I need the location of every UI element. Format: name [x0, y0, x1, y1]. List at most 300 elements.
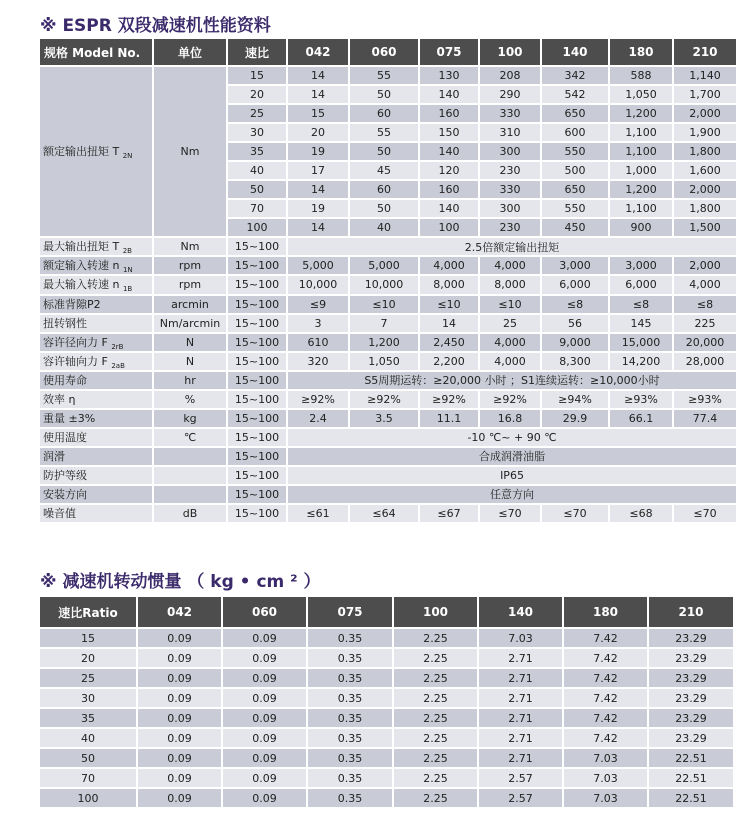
value-cell: 7.03	[564, 789, 647, 807]
row-label-text: 润滑	[43, 450, 65, 464]
table-row	[40, 334, 736, 351]
value-cell: 7.42	[564, 689, 647, 707]
value-cell: 0.35	[308, 709, 392, 727]
value-cell: ≥94%	[542, 391, 608, 408]
column-header: 速比	[228, 39, 286, 65]
column-header: 042	[138, 597, 221, 627]
value-cell: 7.42	[564, 629, 647, 647]
value-cell: 17	[288, 162, 348, 179]
value-cell: 1,200	[610, 181, 672, 198]
value-cell: 50	[350, 143, 418, 160]
value-cell: 15	[288, 105, 348, 122]
table-row	[40, 789, 733, 807]
value-cell: 14	[420, 315, 478, 332]
spanned-value-cell: 2.5倍额定输出扭矩	[288, 238, 736, 255]
value-cell: 23.29	[649, 669, 733, 687]
value-cell: 2.71	[479, 749, 562, 767]
row-label	[40, 505, 152, 522]
value-cell: 60	[350, 105, 418, 122]
unit-cell: dB	[154, 505, 226, 522]
table-row	[40, 410, 736, 427]
table-row	[40, 467, 736, 484]
value-cell: 77.4	[674, 410, 736, 427]
ratio-cell: 70	[40, 769, 136, 787]
ratio-cell: 20	[40, 649, 136, 667]
value-cell: 3.5	[350, 410, 418, 427]
value-cell: 0.09	[223, 729, 306, 747]
column-header: 140	[479, 597, 562, 627]
value-cell: 0.09	[138, 669, 221, 687]
value-cell: 0.09	[223, 789, 306, 807]
unit-cell: Nm	[154, 238, 226, 255]
value-cell: ≤64	[350, 505, 418, 522]
value-cell: 140	[420, 143, 478, 160]
value-cell: ≤70	[480, 505, 540, 522]
value-cell: 140	[420, 86, 478, 103]
value-cell: 290	[480, 86, 540, 103]
row-label-text: 重量 ±3%	[43, 412, 96, 426]
table-row	[40, 629, 733, 647]
value-cell: 0.09	[138, 649, 221, 667]
value-cell: ≤9	[288, 296, 348, 313]
value-cell: 55	[350, 124, 418, 141]
unit-cell: hr	[154, 372, 226, 389]
table-row	[40, 238, 736, 255]
value-cell: 3,000	[542, 257, 608, 274]
value-cell: 28,000	[674, 353, 736, 370]
value-cell: 100	[420, 219, 478, 236]
value-cell: 20	[288, 124, 348, 141]
value-cell: 0.35	[308, 669, 392, 687]
ratio-cell: 15~100	[228, 315, 286, 332]
row-label	[40, 448, 152, 465]
table-row	[40, 505, 736, 522]
value-cell: 900	[610, 219, 672, 236]
value-cell: 23.29	[649, 709, 733, 727]
value-cell: ≤8	[674, 296, 736, 313]
column-header: 210	[649, 597, 733, 627]
value-cell: 2.71	[479, 729, 562, 747]
value-cell: 1,140	[674, 67, 736, 84]
value-cell: 1,050	[350, 353, 418, 370]
value-cell: 22.51	[649, 749, 733, 767]
ratio-cell: 100	[228, 219, 286, 236]
unit-cell: rpm	[154, 276, 226, 293]
value-cell: 0.09	[138, 689, 221, 707]
column-header: 单位	[154, 39, 226, 65]
table-row	[40, 769, 733, 787]
value-cell: 1,100	[610, 143, 672, 160]
value-cell: 14	[288, 181, 348, 198]
value-cell: 4,000	[480, 257, 540, 274]
value-cell: 2,450	[420, 334, 478, 351]
ratio-cell: 30	[228, 124, 286, 141]
value-cell: 14	[288, 86, 348, 103]
value-cell: 0.35	[308, 749, 392, 767]
table-header-row	[40, 39, 736, 65]
value-cell: ≤70	[674, 505, 736, 522]
ratio-cell: 15~100	[228, 296, 286, 313]
value-cell: ≥92%	[480, 391, 540, 408]
value-cell: 0.09	[223, 709, 306, 727]
value-cell: ≤68	[610, 505, 672, 522]
column-header: 180	[564, 597, 647, 627]
value-cell: 0.35	[308, 689, 392, 707]
row-label-subscript: 2rB	[111, 342, 124, 351]
value-cell: 1,100	[610, 124, 672, 141]
row-label	[40, 257, 152, 274]
value-cell: 0.09	[138, 709, 221, 727]
ratio-cell: 15~100	[228, 257, 286, 274]
value-cell: 0.35	[308, 729, 392, 747]
value-cell: 2,200	[420, 353, 478, 370]
value-cell: 5,000	[350, 257, 418, 274]
row-label	[40, 429, 152, 446]
table-row	[40, 372, 736, 389]
row-label	[40, 372, 152, 389]
table-row	[40, 429, 736, 446]
column-header: 060	[350, 39, 418, 65]
value-cell: 0.35	[308, 769, 392, 787]
unit-cell: arcmin	[154, 296, 226, 313]
table-row	[40, 276, 736, 293]
unit-cell: N	[154, 334, 226, 351]
value-cell: 2,000	[674, 257, 736, 274]
value-cell: 2.71	[479, 709, 562, 727]
row-label	[40, 486, 152, 503]
value-cell: 2.25	[394, 669, 477, 687]
value-cell: 4,000	[420, 257, 478, 274]
column-header: 042	[288, 39, 348, 65]
value-cell: 2.4	[288, 410, 348, 427]
value-cell: 2.25	[394, 749, 477, 767]
ratio-cell: 15~100	[228, 467, 286, 484]
value-cell: 650	[542, 105, 608, 122]
value-cell: 0.09	[138, 769, 221, 787]
value-cell: 2.71	[479, 649, 562, 667]
value-cell: 9,000	[542, 334, 608, 351]
ratio-cell: 15~100	[228, 410, 286, 427]
value-cell: 19	[288, 143, 348, 160]
value-cell: 230	[480, 162, 540, 179]
ratio-cell: 35	[40, 709, 136, 727]
value-cell: 7.42	[564, 649, 647, 667]
table-row	[40, 749, 733, 767]
value-cell: 542	[542, 86, 608, 103]
value-cell: ≤67	[420, 505, 478, 522]
unit-cell: Nm	[154, 67, 226, 236]
ratio-cell: 15~100	[228, 505, 286, 522]
value-cell: 7.42	[564, 729, 647, 747]
value-cell: 55	[350, 67, 418, 84]
value-cell: 0.09	[138, 729, 221, 747]
value-cell: 330	[480, 181, 540, 198]
value-cell: 550	[542, 200, 608, 217]
unit-cell: %	[154, 391, 226, 408]
value-cell: ≥92%	[350, 391, 418, 408]
column-header: 速比Ratio	[40, 597, 136, 627]
value-cell: 19	[288, 200, 348, 217]
value-cell: 1,000	[610, 162, 672, 179]
ratio-cell: 15~100	[228, 334, 286, 351]
value-cell: 1,500	[674, 219, 736, 236]
value-cell: 2.57	[479, 769, 562, 787]
value-cell: 0.09	[223, 669, 306, 687]
unit-cell	[154, 467, 226, 484]
value-cell: 4,000	[674, 276, 736, 293]
unit-cell: N	[154, 353, 226, 370]
value-cell: 1,800	[674, 200, 736, 217]
value-cell: 0.35	[308, 629, 392, 647]
table-row	[40, 669, 733, 687]
value-cell: 2.25	[394, 729, 477, 747]
value-cell: 588	[610, 67, 672, 84]
value-cell: 230	[480, 219, 540, 236]
row-label-text: 效率 η	[43, 393, 76, 407]
value-cell: 3,000	[610, 257, 672, 274]
row-label-text: 最大输入转速 n	[43, 278, 120, 292]
ratio-cell: 30	[40, 689, 136, 707]
value-cell: 2.25	[394, 649, 477, 667]
value-cell: 7	[350, 315, 418, 332]
performance-table-title: ※ ESPR 双段减速机性能资料	[40, 16, 271, 36]
value-cell: 8,300	[542, 353, 608, 370]
value-cell: 2.71	[479, 669, 562, 687]
value-cell: 120	[420, 162, 478, 179]
value-cell: ≤10	[480, 296, 540, 313]
value-cell: ≤10	[420, 296, 478, 313]
value-cell: 1,600	[674, 162, 736, 179]
row-label-text: 额定输出扭矩 T	[43, 144, 120, 158]
value-cell: 7.03	[479, 629, 562, 647]
ratio-cell: 15~100	[228, 238, 286, 255]
value-cell: 16.8	[480, 410, 540, 427]
value-cell: 6,000	[542, 276, 608, 293]
row-label	[40, 353, 152, 370]
unit-cell: kg	[154, 410, 226, 427]
table-row	[40, 391, 736, 408]
row-label	[40, 315, 152, 332]
value-cell: 3	[288, 315, 348, 332]
value-cell: 6,000	[610, 276, 672, 293]
table-row	[40, 353, 736, 370]
table-row	[40, 689, 733, 707]
value-cell: 66.1	[610, 410, 672, 427]
row-label-text: 噪音值	[43, 507, 76, 521]
table-row	[40, 257, 736, 274]
value-cell: ≤8	[610, 296, 672, 313]
value-cell: 4,000	[480, 353, 540, 370]
table-row	[40, 448, 736, 465]
row-label	[40, 410, 152, 427]
row-label-subscript: 2B	[122, 247, 132, 256]
ratio-cell: 15~100	[228, 353, 286, 370]
value-cell: 145	[610, 315, 672, 332]
value-cell: 2.25	[394, 769, 477, 787]
ratio-cell: 35	[228, 143, 286, 160]
column-header: 075	[420, 39, 478, 65]
value-cell: 650	[542, 181, 608, 198]
row-label	[40, 238, 152, 255]
value-cell: 7.03	[564, 749, 647, 767]
row-label-text: 防护等级	[43, 469, 87, 483]
value-cell: 5,000	[288, 257, 348, 274]
ratio-cell: 40	[228, 162, 286, 179]
unit-cell: rpm	[154, 257, 226, 274]
value-cell: 150	[420, 124, 478, 141]
ratio-cell: 20	[228, 86, 286, 103]
row-label	[40, 296, 152, 313]
row-label	[40, 276, 152, 293]
value-cell: 0.09	[223, 689, 306, 707]
ratio-cell: 100	[40, 789, 136, 807]
value-cell: 22.51	[649, 769, 733, 787]
value-cell: 140	[420, 200, 478, 217]
column-header: 210	[674, 39, 736, 65]
row-label-text: 额定输入转速 n	[43, 259, 120, 273]
table-row	[40, 486, 736, 503]
value-cell: 320	[288, 353, 348, 370]
ratio-cell: 40	[40, 729, 136, 747]
value-cell: 330	[480, 105, 540, 122]
value-cell: 14,200	[610, 353, 672, 370]
value-cell: 45	[350, 162, 418, 179]
value-cell: 600	[542, 124, 608, 141]
value-cell: 2.25	[394, 629, 477, 647]
value-cell: 0.35	[308, 649, 392, 667]
ratio-cell: 15~100	[228, 276, 286, 293]
performance-table	[38, 37, 738, 524]
value-cell: ≤10	[350, 296, 418, 313]
ratio-cell: 25	[40, 669, 136, 687]
unit-cell	[154, 486, 226, 503]
spanned-value-cell: 任意方向	[288, 486, 736, 503]
value-cell: 0.09	[138, 629, 221, 647]
row-label-text: 安装方向	[43, 488, 87, 502]
value-cell: 56	[542, 315, 608, 332]
value-cell: 1,200	[610, 105, 672, 122]
column-header: 075	[308, 597, 392, 627]
value-cell: 29.9	[542, 410, 608, 427]
inertia-table-title: ※ 减速机转动惯量 （ kg • cm ² ）	[40, 572, 321, 592]
value-cell: 0.09	[138, 749, 221, 767]
value-cell: 0.09	[223, 629, 306, 647]
row-label-subscript: 1N	[122, 266, 133, 275]
ratio-cell: 15~100	[228, 448, 286, 465]
table-row	[40, 709, 733, 727]
value-cell: 60	[350, 181, 418, 198]
row-label-text: 使用寿命	[43, 374, 87, 388]
table-header-row	[40, 597, 733, 627]
row-label	[40, 391, 152, 408]
value-cell: 1,900	[674, 124, 736, 141]
value-cell: 4,000	[480, 334, 540, 351]
row-label-text: 标准背隙P2	[43, 298, 101, 312]
value-cell: 2.25	[394, 709, 477, 727]
ratio-cell: 50	[40, 749, 136, 767]
table-row	[40, 315, 736, 332]
unit-cell: ℃	[154, 429, 226, 446]
value-cell: 2.25	[394, 689, 477, 707]
ratio-cell: 50	[228, 181, 286, 198]
value-cell: 300	[480, 143, 540, 160]
row-label-subscript: 2aB	[111, 361, 125, 370]
table-row	[40, 67, 736, 84]
row-label-text: 扭转钢性	[43, 317, 87, 331]
value-cell: ≥92%	[420, 391, 478, 408]
value-cell: 10,000	[288, 276, 348, 293]
column-header: 规格 Model No.	[40, 39, 152, 65]
value-cell: 2,000	[674, 181, 736, 198]
table-row	[40, 296, 736, 313]
ratio-cell: 15~100	[228, 486, 286, 503]
spanned-value-cell: 合成润滑油脂	[288, 448, 736, 465]
value-cell: 130	[420, 67, 478, 84]
value-cell: 20,000	[674, 334, 736, 351]
ratio-cell: 25	[228, 105, 286, 122]
value-cell: 1,800	[674, 143, 736, 160]
value-cell: 0.09	[223, 769, 306, 787]
value-cell: 23.29	[649, 629, 733, 647]
row-label-text: 最大输出扭矩 T	[43, 240, 120, 253]
value-cell: 15,000	[610, 334, 672, 351]
spanned-value-cell: -10 ℃~ + 90 ℃	[288, 429, 736, 446]
row-label-text: 使用温度	[43, 431, 87, 445]
row-label-subscript: 1B	[122, 285, 133, 294]
value-cell: ≥93%	[610, 391, 672, 408]
value-cell: 0.35	[308, 789, 392, 807]
value-cell: 14	[288, 67, 348, 84]
value-cell: 1,050	[610, 86, 672, 103]
value-cell: 23.29	[649, 689, 733, 707]
value-cell: 0.09	[138, 789, 221, 807]
ratio-cell: 15~100	[228, 372, 286, 389]
value-cell: 23.29	[649, 729, 733, 747]
spanned-value-cell: IP65	[288, 467, 736, 484]
value-cell: 342	[542, 67, 608, 84]
column-header: 100	[480, 39, 540, 65]
table-row	[40, 729, 733, 747]
value-cell: 10,000	[350, 276, 418, 293]
value-cell: 2.25	[394, 789, 477, 807]
value-cell: 23.29	[649, 649, 733, 667]
value-cell: 0.09	[223, 749, 306, 767]
row-label	[40, 334, 152, 351]
value-cell: 450	[542, 219, 608, 236]
value-cell: 8,000	[480, 276, 540, 293]
value-cell: 208	[480, 67, 540, 84]
column-header: 140	[542, 39, 608, 65]
table-row	[40, 649, 733, 667]
inertia-table	[38, 595, 735, 809]
column-header: 100	[394, 597, 477, 627]
value-cell: 160	[420, 105, 478, 122]
value-cell: 7.42	[564, 709, 647, 727]
ratio-cell: 70	[228, 200, 286, 217]
value-cell: 550	[542, 143, 608, 160]
value-cell: 8,000	[420, 276, 478, 293]
ratio-cell: 15	[228, 67, 286, 84]
value-cell: ≤61	[288, 505, 348, 522]
value-cell: 7.03	[564, 769, 647, 787]
value-cell: 2,000	[674, 105, 736, 122]
column-header: 180	[610, 39, 672, 65]
value-cell: 225	[674, 315, 736, 332]
value-cell: 50	[350, 86, 418, 103]
value-cell: ≥93%	[674, 391, 736, 408]
value-cell: 1,100	[610, 200, 672, 217]
value-cell: 300	[480, 200, 540, 217]
